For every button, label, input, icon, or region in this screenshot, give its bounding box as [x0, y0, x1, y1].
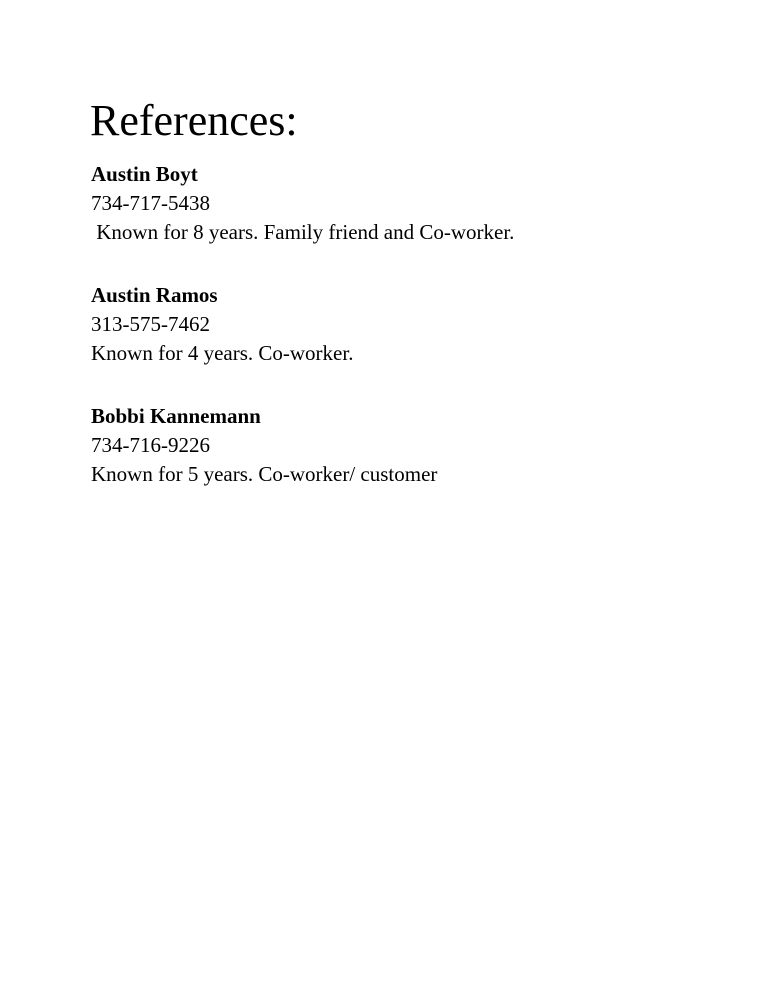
reference-phone: 734-716-9226	[91, 433, 210, 457]
reference-phone: 313-575-7462	[91, 312, 210, 336]
reference-entry	[91, 160, 731, 247]
reference-entry	[91, 402, 731, 489]
reference-note: Known for 8 years. Family friend and Co-worker.	[91, 220, 515, 244]
reference-name: Austin Boyt	[91, 162, 198, 186]
reference-name: Bobbi Kannemann	[91, 404, 261, 428]
reference-entry	[91, 281, 731, 368]
reference-phone: 734-717-5438	[91, 191, 210, 215]
reference-note: Known for 5 years. Co-worker/ customer	[91, 462, 438, 486]
reference-name: Austin Ramos	[91, 283, 218, 307]
page-title: References:	[90, 96, 298, 145]
reference-note: Known for 4 years. Co-worker.	[91, 341, 354, 365]
